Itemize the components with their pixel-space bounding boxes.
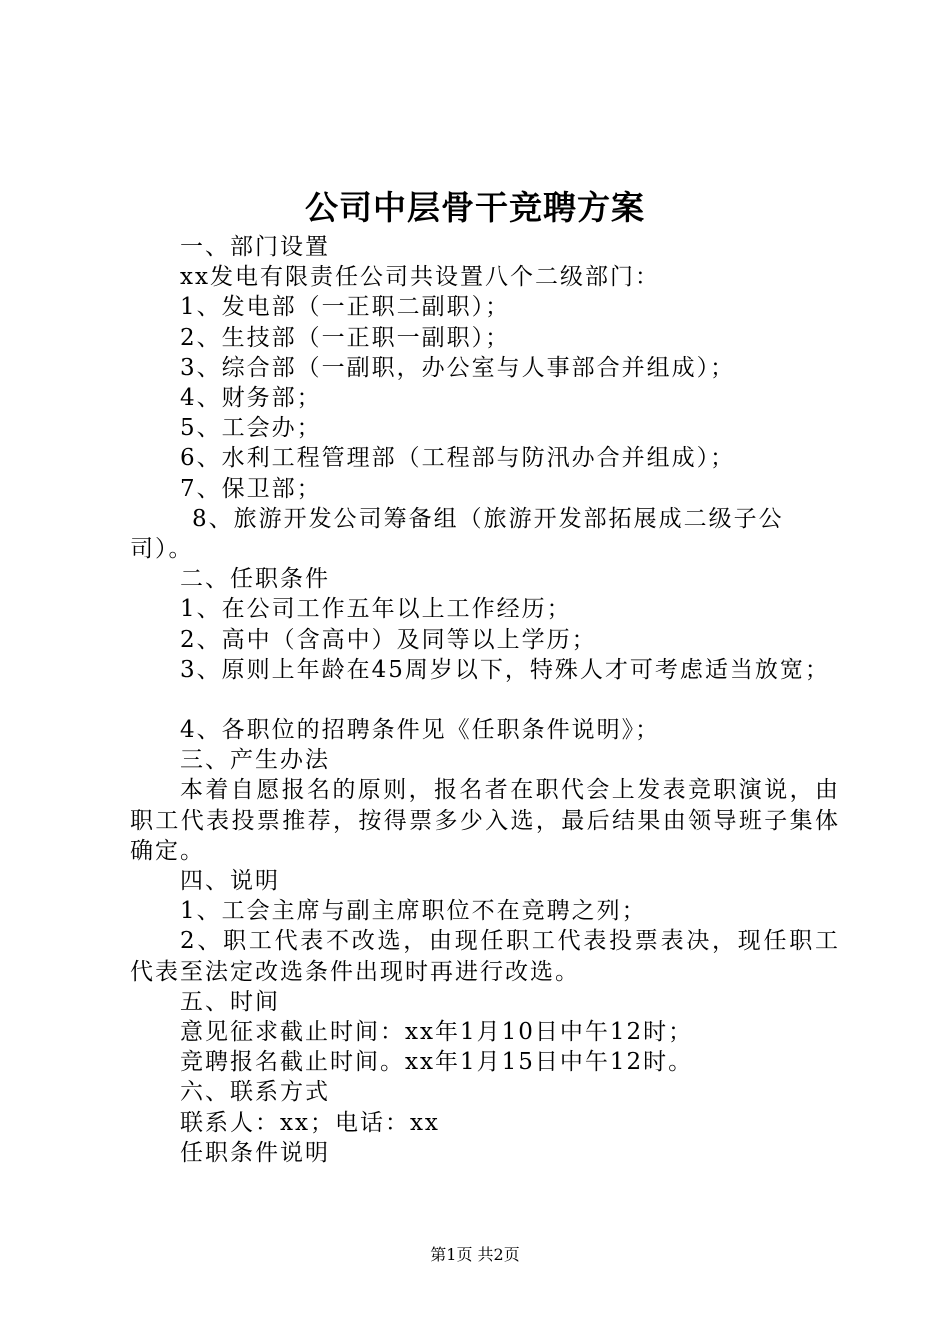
paragraph: 任职条件说明 <box>180 1139 330 1166</box>
document-body <box>130 232 840 1168</box>
list-item: 3、原则上年龄在45周岁以下，特殊人才可考虑适当放宽； <box>180 656 830 683</box>
paragraph: 本着自愿报名的原则，报名者在职代会上发表竞职演说，由职工代表投票推荐，按得票多少入选，最后结果由领导班子集体确定。 <box>130 777 840 864</box>
section-heading: 二、任职条件 <box>180 566 330 593</box>
list-item: 7、保卫部； <box>180 475 322 502</box>
list-item: 1、在公司工作五年以上工作经历； <box>180 596 572 623</box>
paragraph: xx发电有限责任公司共设置八个二级部门： <box>180 264 660 291</box>
list-item: 1、工会主席与副主席职位不在竞聘之列； <box>180 898 647 925</box>
section-heading: 三、产生办法 <box>180 747 330 774</box>
document-title: 公司中层骨干竞聘方案 <box>305 188 645 227</box>
paragraph: 联系人：xx；电话：xx <box>180 1109 440 1136</box>
section-heading: 五、时间 <box>180 988 280 1015</box>
paragraph: 竞聘报名截止时间。xx年1月15日中午12时。 <box>180 1049 694 1076</box>
list-item: 2、生技部（一正职一副职）； <box>180 324 511 351</box>
list-item: 4、各职位的招聘条件见《任职条件说明》； <box>180 717 661 744</box>
list-item: 3、综合部（一副职，办公室与人事部合并组成）； <box>180 354 736 381</box>
list-item: 6、水利工程管理部（工程部与防汛办合并组成）； <box>180 445 736 472</box>
section-heading: 一、部门设置 <box>180 234 330 260</box>
section-heading: 六、联系方式 <box>180 1079 330 1106</box>
section-heading: 四、说明 <box>180 868 280 895</box>
blank-line <box>130 685 840 715</box>
list-item: 5、工会办； <box>180 415 322 442</box>
list-item: 2、高中（含高中）及同等以上学历； <box>180 626 597 653</box>
page-number: 第1页 共2页 <box>430 1245 520 1264</box>
list-item: 2、职工代表不改选，由现任职工代表投票表决，现任职工代表至法定改选条件出现时再进行改选。 <box>130 928 840 985</box>
list-item: 8、旅游开发公司筹备组（旅游开发部拓展成二级子公司）。 <box>130 505 784 563</box>
list-item: 4、财务部； <box>180 385 322 412</box>
list-item: 1、发电部（一正职二副职）； <box>180 294 511 321</box>
paragraph: 意见征求截止时间：xx年1月10日中午12时； <box>180 1019 694 1046</box>
